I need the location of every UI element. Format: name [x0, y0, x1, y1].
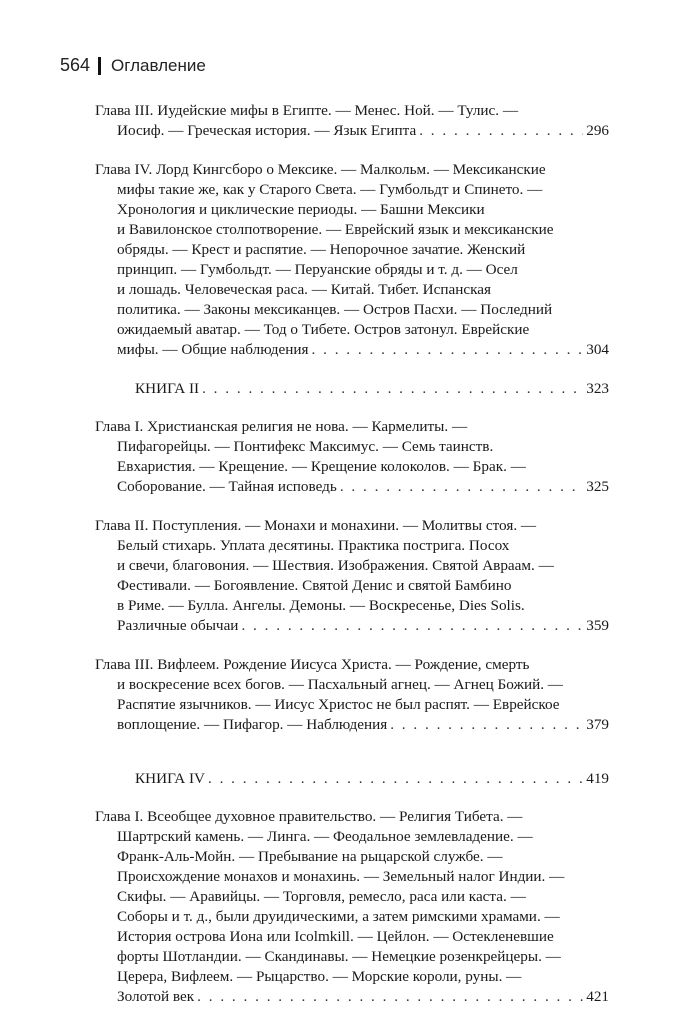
toc-entry-last-line [95, 477, 609, 497]
toc-book-entry[interactable] [95, 769, 609, 789]
toc-entry-line: в Риме. — Булла. Ангелы. Демоны. — Воскресенье, Dies Solis. [117, 597, 525, 614]
toc-entry-text: воплощение. — Пифагор. — Наблюдения [117, 716, 388, 733]
toc-entry-line: Глава I. Христианская религия не нова. — Кармелиты. — [95, 418, 468, 435]
toc-entry-line: Соборы и т. д., были друидическими, а затем римскими храмами. — [117, 908, 560, 925]
toc-entry-line: Пифагорейцы. — Понтифекс Максимус. — Семь таинств. [117, 438, 494, 455]
leader-dots [208, 769, 583, 789]
toc-page-number: 359 [586, 617, 609, 634]
toc-chapter-entry[interactable] [95, 807, 609, 1007]
toc-entry-line: Глава III. Вифлеем. Рождение Иисуса Христа. — Рождение, смерть [95, 656, 530, 673]
toc-entry-text: Золотой век [117, 988, 195, 1005]
toc-page-number: 296 [586, 122, 609, 139]
running-header [60, 55, 206, 76]
toc-entry-text: Соборование. — Тайная исповедь [117, 478, 337, 495]
page-number: 564 [60, 55, 91, 75]
toc-entry-line: Скифы. — Аравийцы. — Торговля, ремесло, раса или каста. — [117, 888, 526, 905]
toc-entry-line: Шартрский камень. — Линга. — Феодальное землевладение. — [117, 828, 533, 845]
toc-entry-last-line [95, 769, 609, 789]
leader-dots [419, 121, 583, 141]
toc-chapter-entry[interactable] [95, 516, 609, 636]
toc-chapter-entry[interactable] [95, 101, 609, 141]
toc-entry-text: мифы. — Общие наблюдения [117, 341, 309, 358]
table-of-contents [95, 101, 609, 1026]
toc-page-number: 421 [586, 988, 609, 1005]
header-divider [98, 57, 101, 75]
toc-page-number: 379 [586, 716, 609, 733]
toc-entry-line: форты Шотландии. — Скандинавы. — Немецкие розенкрейцеры. — [117, 948, 561, 965]
toc-entry-line: Глава I. Всеобщее духовное правительство. — Религия Тибета. — [95, 808, 523, 825]
toc-entry-line: Фестивали. — Богоявление. Святой Денис и святой Бамбино [117, 577, 512, 594]
toc-entry-line: Хронология и циклические периоды. — Башни Мексики [117, 201, 485, 218]
toc-entry-line: Происхождение монахов и монахинь. — Земельный налог Индии. — [117, 868, 565, 885]
leader-dots [340, 477, 583, 497]
toc-page-number: 419 [586, 770, 609, 787]
toc-book-entry[interactable] [95, 379, 609, 399]
toc-entry-last-line [95, 379, 609, 399]
leader-dots [197, 987, 583, 1007]
toc-page-number: 304 [586, 341, 609, 358]
toc-entry-line: Франк-Аль-Мойн. — Пребывание на рыцарской службе. — [117, 848, 503, 865]
toc-page-number: 325 [586, 478, 609, 495]
toc-entry-last-line [95, 616, 609, 636]
toc-entry-line: ожидаемый аватар. — Тод о Тибете. Остров затонул. Еврейские [117, 321, 530, 338]
toc-entry-text: Иосиф. — Греческая история. — Язык Египта [117, 122, 417, 139]
section-title: Оглавление [111, 55, 206, 75]
toc-chapter-entry[interactable] [95, 160, 609, 360]
toc-chapter-entry[interactable] [95, 417, 609, 497]
toc-entry-line: История острова Иона или Icolmkill. — Цейлон. — Остекленевшие [117, 928, 554, 945]
book-title: КНИГА IV [135, 770, 205, 787]
leader-dots [390, 715, 583, 735]
leader-dots [202, 379, 583, 399]
toc-entry-last-line [95, 715, 609, 735]
toc-entry-text: Различные обычаи [117, 617, 239, 634]
toc-entry-line: Церера, Вифлеем. — Рыцарство. — Морские короли, руны. — [117, 968, 522, 985]
toc-entry-line: Белый стихарь. Уплата десятины. Практика пострига. Посох [117, 537, 510, 554]
toc-entry-last-line [95, 340, 609, 360]
toc-entry-line: и Вавилонское столпотворение. — Еврейский язык и мексиканские [117, 221, 554, 238]
toc-page-number: 323 [586, 380, 609, 397]
toc-chapter-entry[interactable] [95, 655, 609, 735]
toc-entry-line: Глава II. Поступления. — Монахи и монахини. — Молитвы стоя. — [95, 517, 537, 534]
leader-dots [241, 616, 583, 636]
toc-entry-line: Глава III. Иудейские мифы в Египте. — Менес. Ной. — Тулис. — [95, 102, 519, 119]
toc-entry-line: Глава IV. Лорд Кингсборо о Мексике. — Малкольм. — Мексиканские [95, 161, 546, 178]
toc-entry-line: обряды. — Крест и распятие. — Непорочное зачатие. Женский [117, 241, 526, 258]
toc-entry-line: принцип. — Гумбольдт. — Перуанские обряды и т. д. — Осел [117, 261, 518, 278]
toc-entry-line: и лошадь. Человеческая раса. — Китай. Тибет. Испанская [117, 281, 492, 298]
leader-dots [312, 340, 584, 360]
book-title: КНИГА II [135, 380, 200, 397]
toc-entry-last-line [95, 121, 609, 141]
toc-entry-last-line [95, 987, 609, 1007]
toc-entry-line: Распятие язычников. — Иисус Христос не был распят. — Еврейское [117, 696, 560, 713]
toc-entry-line: политика. — Законы мексиканцев. — Остров Пасхи. — Последний [117, 301, 553, 318]
toc-entry-line: и воскресение всех богов. — Пасхальный агнец. — Агнец Божий. — [117, 676, 563, 693]
toc-entry-line: и свечи, благовония. — Шествия. Изображения. Святой Авраам. — [117, 557, 554, 574]
toc-entry-line: Евхаристия. — Крещение. — Крещение колоколов. — Брак. — [117, 458, 526, 475]
toc-entry-line: мифы такие же, как у Старого Света. — Гумбольдт и Спинето. — [117, 181, 543, 198]
